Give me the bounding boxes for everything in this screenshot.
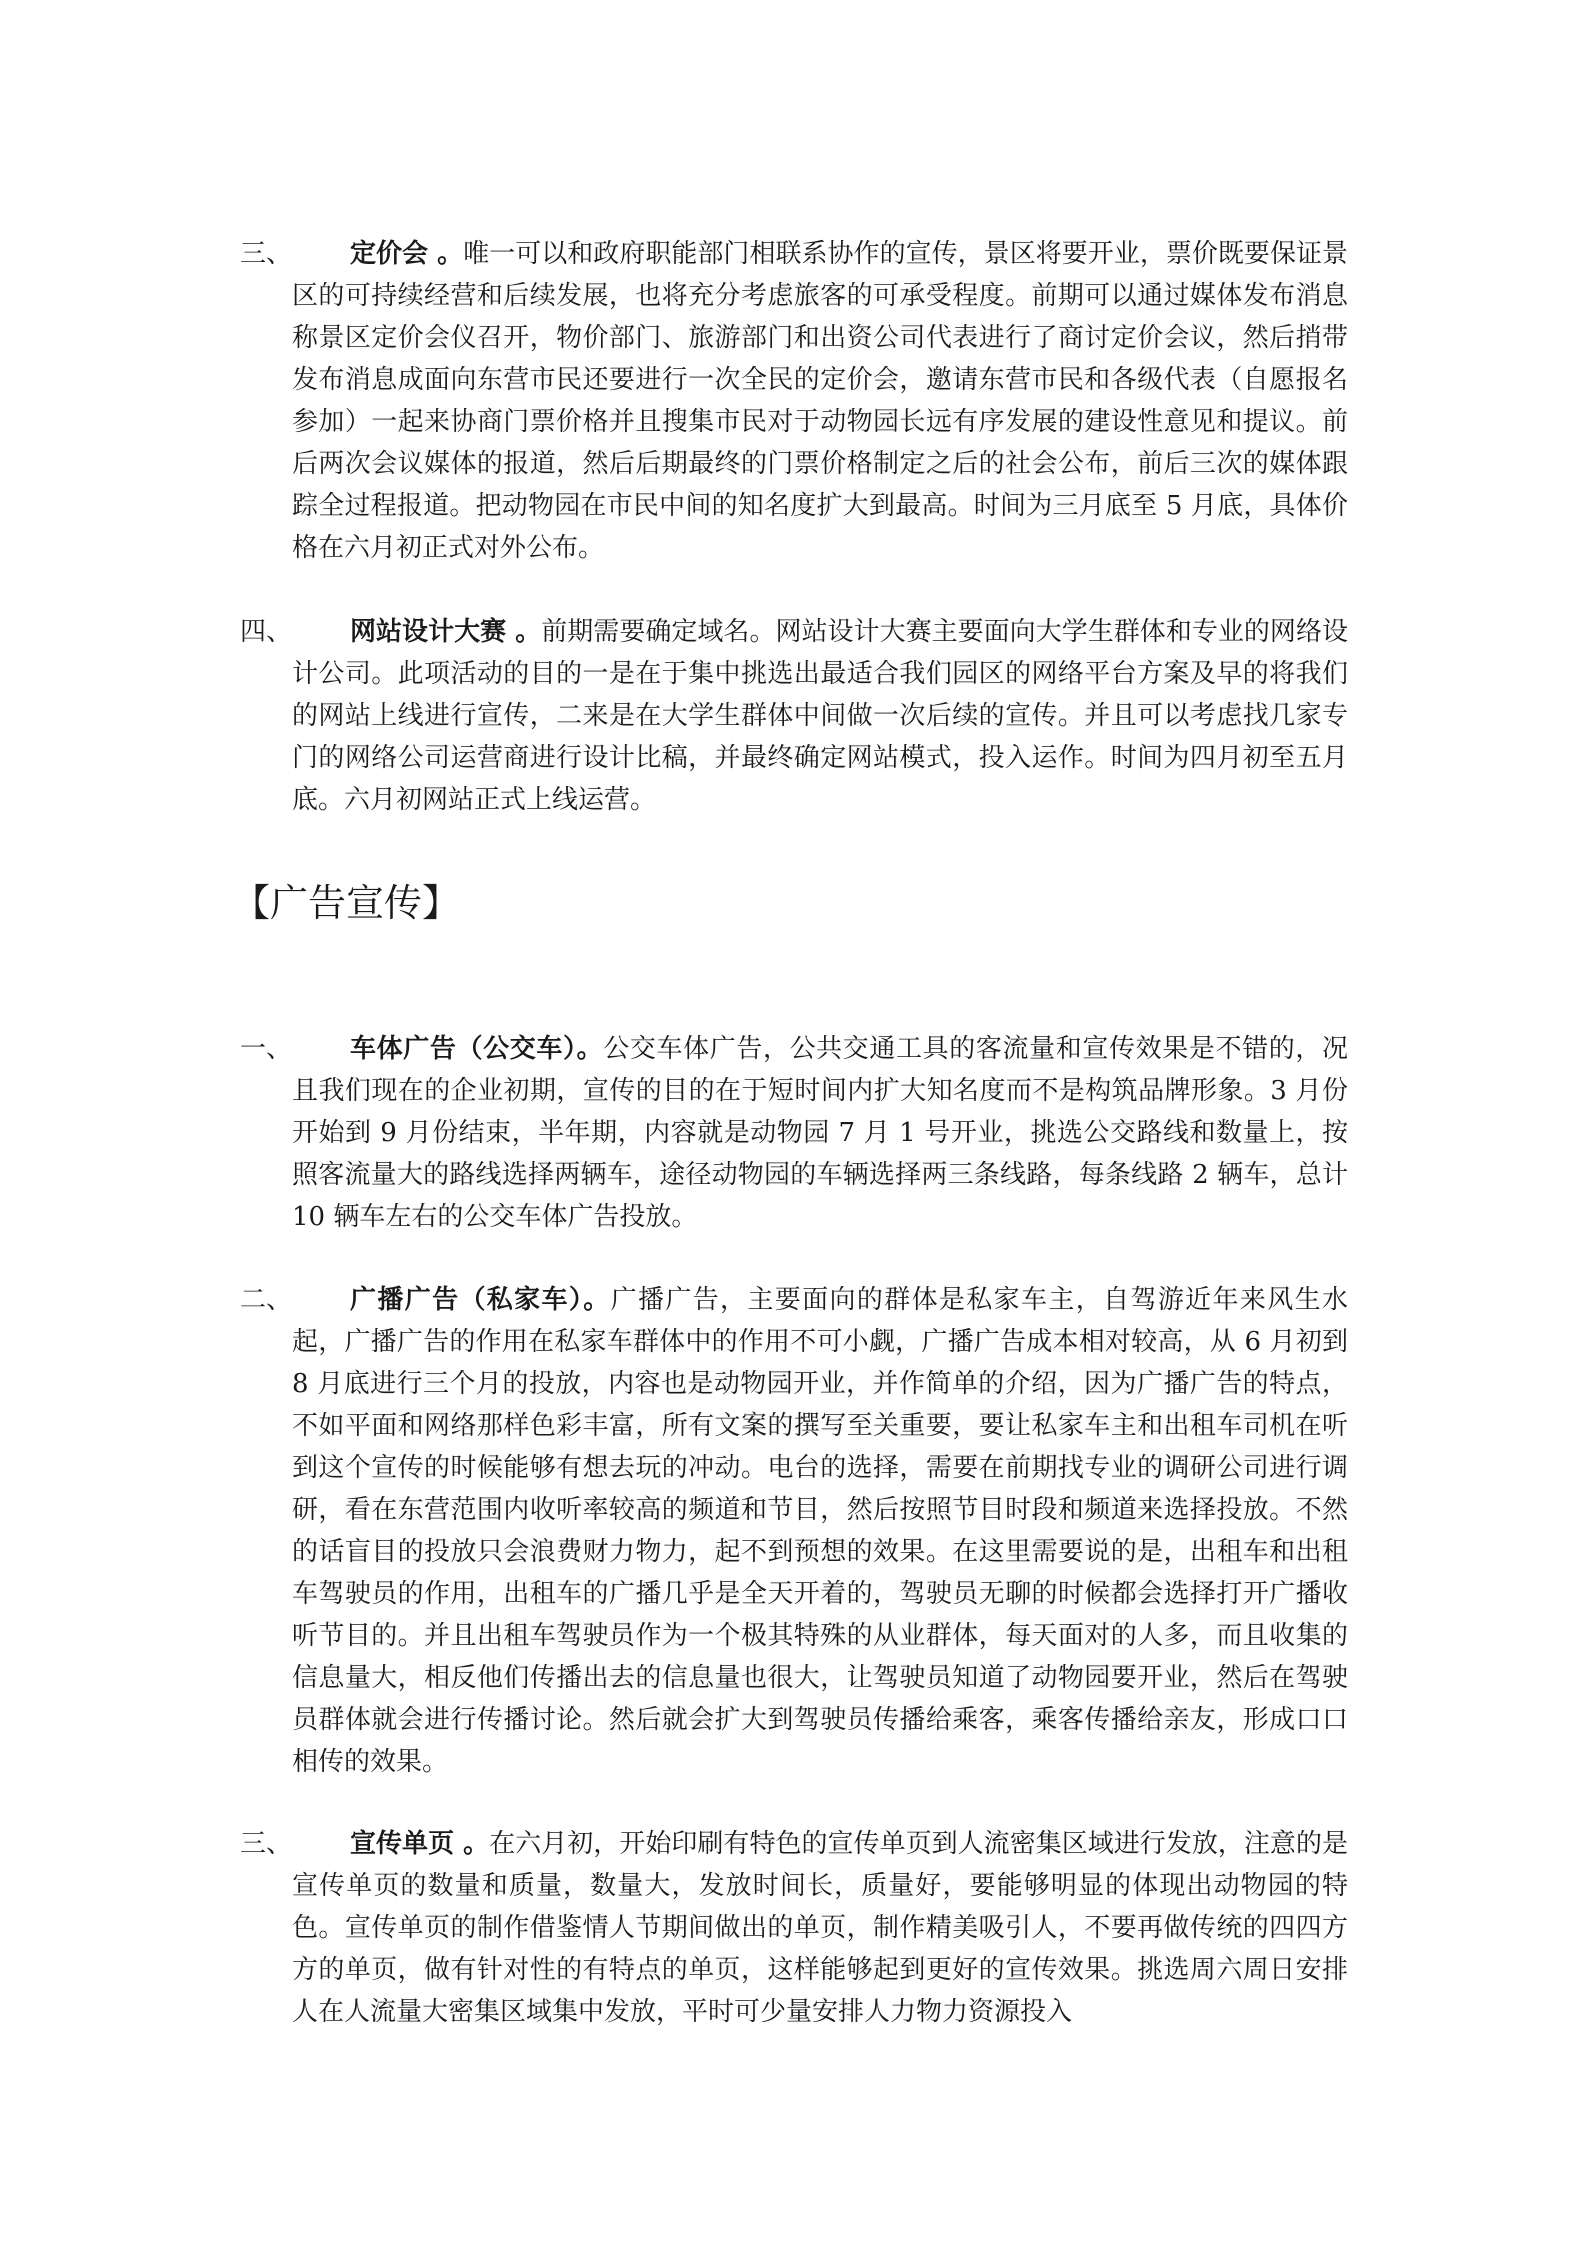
list-item xyxy=(240,1028,1348,1238)
item-number: 二、 xyxy=(240,1285,293,1315)
item-title: 车体广告（公交车）。 xyxy=(350,1034,604,1064)
list-item xyxy=(240,611,1348,821)
item-number: 一、 xyxy=(240,1034,293,1064)
item-number: 四、 xyxy=(240,617,293,647)
item-text: 广播广告，主要面向的群体是私家车主，自驾游近年来风生水起，广播广告的作用在私家车群体中的作用不可小觑，广播广告成本相对较高，从 6 月初到 8 月底进行三个月的投放，内容也是动物园开业，并作简单的介绍，因为广播广告的特点，不如平面和网络那样色彩丰富，所有文案的撰写至关重要，要让私家车主和出租车司机在听到这个宣传的时候能够有想去玩的冲动。电台的选择，需要在前期找专业的调研公司进行调研，看在东营范围内收听率较高的频道和节目，然后按照节目时段和频道来选择投放。不然的话盲目的投放只会浪费财力物力，起不到预想的效果。在这里需要说的是，出租车和出租车驾驶员的作用，出租车的广播几乎是全天开着的，驾驶员无聊的时候都会选择打开广播收听节目的。并且出租车驾驶员作为一个极其特殊的从业群体，每天面对的人多，而且收集的信息量大，相反他们传播出去的信息量也很大，让驾驶员知道了动物园要开业，然后在驾驶员群体就会进行传播讨论。然后就会扩大到驾驶员传播给乘客，乘客传播给亲友，形成口口相传的效果。 xyxy=(292,1285,1348,1777)
item-number: 三、 xyxy=(240,1829,293,1859)
item-title: 网站设计大赛 。 xyxy=(350,617,542,647)
item-text: 在六月初，开始印刷有特色的宣传单页到人流密集区域进行发放，注意的是宣传单页的数量和质量，数量大，发放时间长，质量好，要能够明显的体现出动物园的特色。宣传单页的制作借鉴情人节期间做出的单页，制作精美吸引人，不要再做传统的四四方方的单页，做有针对性的有特点的单页，这样能够起到更好的宣传效果。挑选周六周日安排人在人流量大密集区域集中发放，平时可少量安排人力物力资源投入 xyxy=(292,1829,1348,2027)
item-body xyxy=(292,611,1348,821)
item-text: 公交车体广告，公共交通工具的客流量和宣传效果是不错的，况且我们现在的企业初期，宣传的目的在于短时间内扩大知名度而不是构筑品牌形象。3 月份开始到 9 月份结束，半年期，内容就是动物园 7 月 1 号开业，挑选公交路线和数量上，按照客流量大的路线选择两辆车，途径动物园的车辆选择两三条线路，每条线路 2 辆车，总计 10 辆车左右的公交车体广告投放。 xyxy=(292,1034,1348,1232)
list-item xyxy=(240,1823,1348,2033)
item-text: 前期需要确定域名。网站设计大赛主要面向大学生群体和专业的网络设计公司。此项活动的目的一是在于集中挑选出最适合我们园区的网络平台方案及早的将我们的网站上线进行宣传，二来是在大学生群体中间做一次后续的宣传。并且可以考虑找几家专门的网络公司运营商进行设计比稿，并最终确定网站模式，投入运作。时间为四月初至五月底。六月初网站正式上线运营。 xyxy=(292,617,1348,815)
list-item xyxy=(240,1279,1348,1783)
item-body xyxy=(292,1279,1348,1783)
item-title: 宣传单页 。 xyxy=(350,1829,490,1859)
item-title: 广播广告（私家车）。 xyxy=(350,1285,611,1315)
item-title: 定价会 。 xyxy=(350,239,464,269)
item-text: 唯一可以和政府职能部门相联系协作的宣传，景区将要开业，票价既要保证景区的可持续经营和后续发展，也将充分考虑旅客的可承受程度。前期可以通过媒体发布消息称景区定价会仪召开，物价部门、旅游部门和出资公司代表进行了商讨定价会议，然后捎带发布消息成面向东营市民还要进行一次全民的定价会，邀请东营市民和各级代表（自愿报名参加）一起来协商门票价格并且搜集市民对于动物园长远有序发展的建设性意见和提议。前后两次会议媒体的报道，然后后期最终的门票价格制定之后的社会公布，前后三次的媒体跟踪全过程报道。把动物园在市民中间的知名度扩大到最高。时间为三月底至 5 月底，具体价格在六月初正式对外公布。 xyxy=(292,239,1348,563)
section-heading: 【广告宣传】 xyxy=(232,881,461,925)
item-body xyxy=(292,233,1348,569)
item-body xyxy=(292,1028,1348,1238)
list-item xyxy=(240,233,1348,569)
item-body xyxy=(292,1823,1348,2033)
item-number: 三、 xyxy=(240,239,293,269)
